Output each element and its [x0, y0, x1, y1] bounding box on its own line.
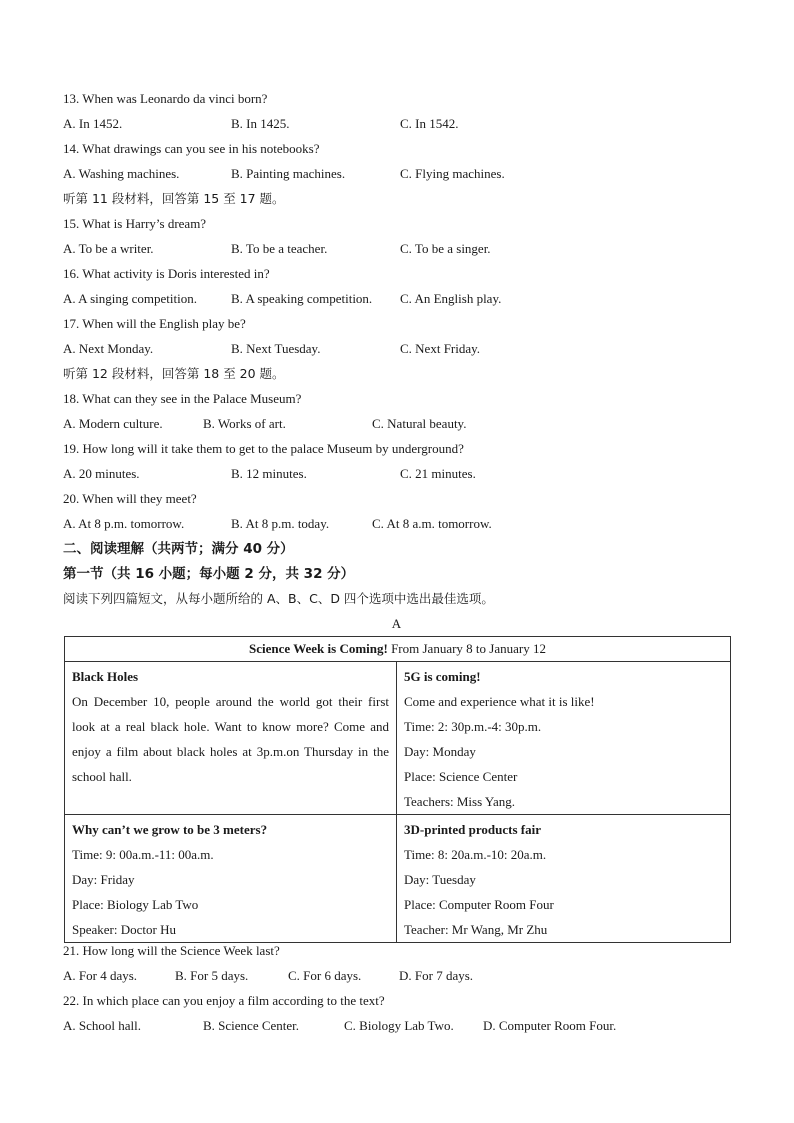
cell-line: Speaker: Doctor Hu	[72, 922, 176, 937]
question-16: 16. What activity is Doris interested in?	[63, 266, 270, 281]
option-a: A. School hall.	[63, 1018, 141, 1033]
option-c: C. Biology Lab Two.	[344, 1018, 454, 1033]
option-b: B. Painting machines.	[231, 166, 346, 181]
cell-heading: 5G is coming!	[404, 669, 481, 684]
option-a: A. At 8 p.m. tomorrow.	[63, 516, 185, 531]
cell-body: On December 10, people around the world got their first look at a real black hole. Want to know more? Come and enjoy a film about black holes at 3p.m.on Thursday in the school hall.	[72, 694, 389, 784]
question-16-options	[63, 289, 743, 309]
reading-instructions: 阅读下列四篇短文，从每小题所给的 A、B、C、D 四个选项中选出最佳选项。	[63, 591, 494, 606]
cell-line: Time: 9: 00a.m.-11: 00a.m.	[72, 847, 214, 862]
question-17-options	[63, 339, 743, 359]
question-14: 14. What drawings can you see in his notebooks?	[63, 141, 320, 156]
option-a: A. Next Monday.	[63, 341, 154, 356]
question-22-options	[63, 1016, 743, 1036]
cell-3d-printed	[397, 815, 731, 943]
option-a: A. 20 minutes.	[63, 466, 140, 481]
option-a: A. Washing machines.	[63, 166, 180, 181]
question-20: 20. When will they meet?	[63, 491, 197, 506]
option-b: B. Works of art.	[203, 416, 286, 431]
table-title-dates: From January 8 to January 12	[387, 641, 546, 656]
question-21: 21. How long will the Science Week last?	[63, 943, 280, 958]
question-17: 17. When will the English play be?	[63, 316, 246, 331]
option-b: B. To be a teacher.	[231, 241, 328, 256]
option-a: A. For 4 days.	[63, 968, 138, 983]
cell-line: Day: Monday	[404, 744, 476, 759]
table-title	[65, 637, 731, 662]
option-c: C. At 8 a.m. tomorrow.	[372, 516, 492, 531]
section-12-instruction: 听第 12 段材料，回答第 18 至 20 题。	[63, 366, 285, 381]
option-b: B. Science Center.	[203, 1018, 300, 1033]
question-19-options	[63, 464, 743, 484]
option-c: C. For 6 days.	[288, 968, 362, 983]
option-a: A. In 1452.	[63, 116, 123, 131]
option-a: A. Modern culture.	[63, 416, 163, 431]
option-b: B. A speaking competition.	[231, 291, 373, 306]
cell-line: Place: Science Center	[404, 769, 518, 784]
cell-heading: Why can’t we grow to be 3 meters?	[72, 822, 268, 837]
question-15-options	[63, 239, 743, 259]
cell-line: Time: 2: 30p.m.-4: 30p.m.	[404, 719, 542, 734]
question-19: 19. How long will it take them to get to the palace Museum by underground?	[63, 441, 464, 456]
option-c: C. 21 minutes.	[400, 466, 476, 481]
cell-black-holes	[65, 662, 397, 815]
question-13: 13. When was Leonardo da vinci born?	[63, 91, 268, 106]
question-18-options	[63, 414, 743, 434]
option-c: C. Flying machines.	[400, 166, 505, 181]
option-c: C. In 1542.	[400, 116, 459, 131]
option-c: C. To be a singer.	[400, 241, 491, 256]
cell-line: Time: 8: 20a.m.-10: 20a.m.	[404, 847, 547, 862]
part2-heading: 二、阅读理解（共两节；满分 40 分）	[63, 541, 294, 557]
cell-heading: Black Holes	[72, 669, 139, 684]
cell-line: Day: Tuesday	[404, 872, 476, 887]
option-c: C. Next Friday.	[400, 341, 481, 356]
question-20-options	[63, 514, 743, 534]
option-b: B. For 5 days.	[175, 968, 249, 983]
option-d: D. Computer Room Four.	[483, 1018, 617, 1033]
section1-heading: 第一节（共 16 小题；每小题 2 分，共 32 分）	[63, 566, 355, 582]
science-week-table	[64, 636, 731, 943]
cell-heading: 3D-printed products fair	[404, 822, 541, 837]
cell-5g	[397, 662, 731, 815]
option-c: C. Natural beauty.	[372, 416, 467, 431]
option-c: C. An English play.	[400, 291, 502, 306]
option-b: B. In 1425.	[231, 116, 290, 131]
option-a: A. To be a writer.	[63, 241, 154, 256]
option-b: B. 12 minutes.	[231, 466, 307, 481]
question-15: 15. What is Harry’s dream?	[63, 216, 207, 231]
question-21-options	[63, 966, 743, 986]
cell-line: Teacher: Mr Wang, Mr Zhu	[404, 922, 548, 937]
question-22: 22. In which place can you enjoy a film according to the text?	[63, 993, 385, 1008]
section-11-instruction: 听第 11 段材料，回答第 15 至 17 题。	[63, 191, 285, 206]
option-a: A. A singing competition.	[63, 291, 197, 306]
cell-line: Place: Computer Room Four	[404, 897, 554, 912]
question-18: 18. What can they see in the Palace Museum?	[63, 391, 302, 406]
cell-line: Teachers: Miss Yang.	[404, 794, 516, 809]
passage-label: A	[391, 616, 402, 631]
option-b: B. At 8 p.m. today.	[231, 516, 330, 531]
table-title-bold: Science Week is Coming!	[249, 641, 388, 656]
cell-line: Come and experience what it is like!	[404, 694, 595, 709]
option-d: D. For 7 days.	[399, 968, 474, 983]
cell-grow	[65, 815, 397, 943]
cell-line: Day: Friday	[72, 872, 135, 887]
question-13-options	[63, 114, 743, 134]
question-14-options	[63, 164, 743, 184]
cell-line: Place: Biology Lab Two	[72, 897, 199, 912]
option-b: B. Next Tuesday.	[231, 341, 321, 356]
